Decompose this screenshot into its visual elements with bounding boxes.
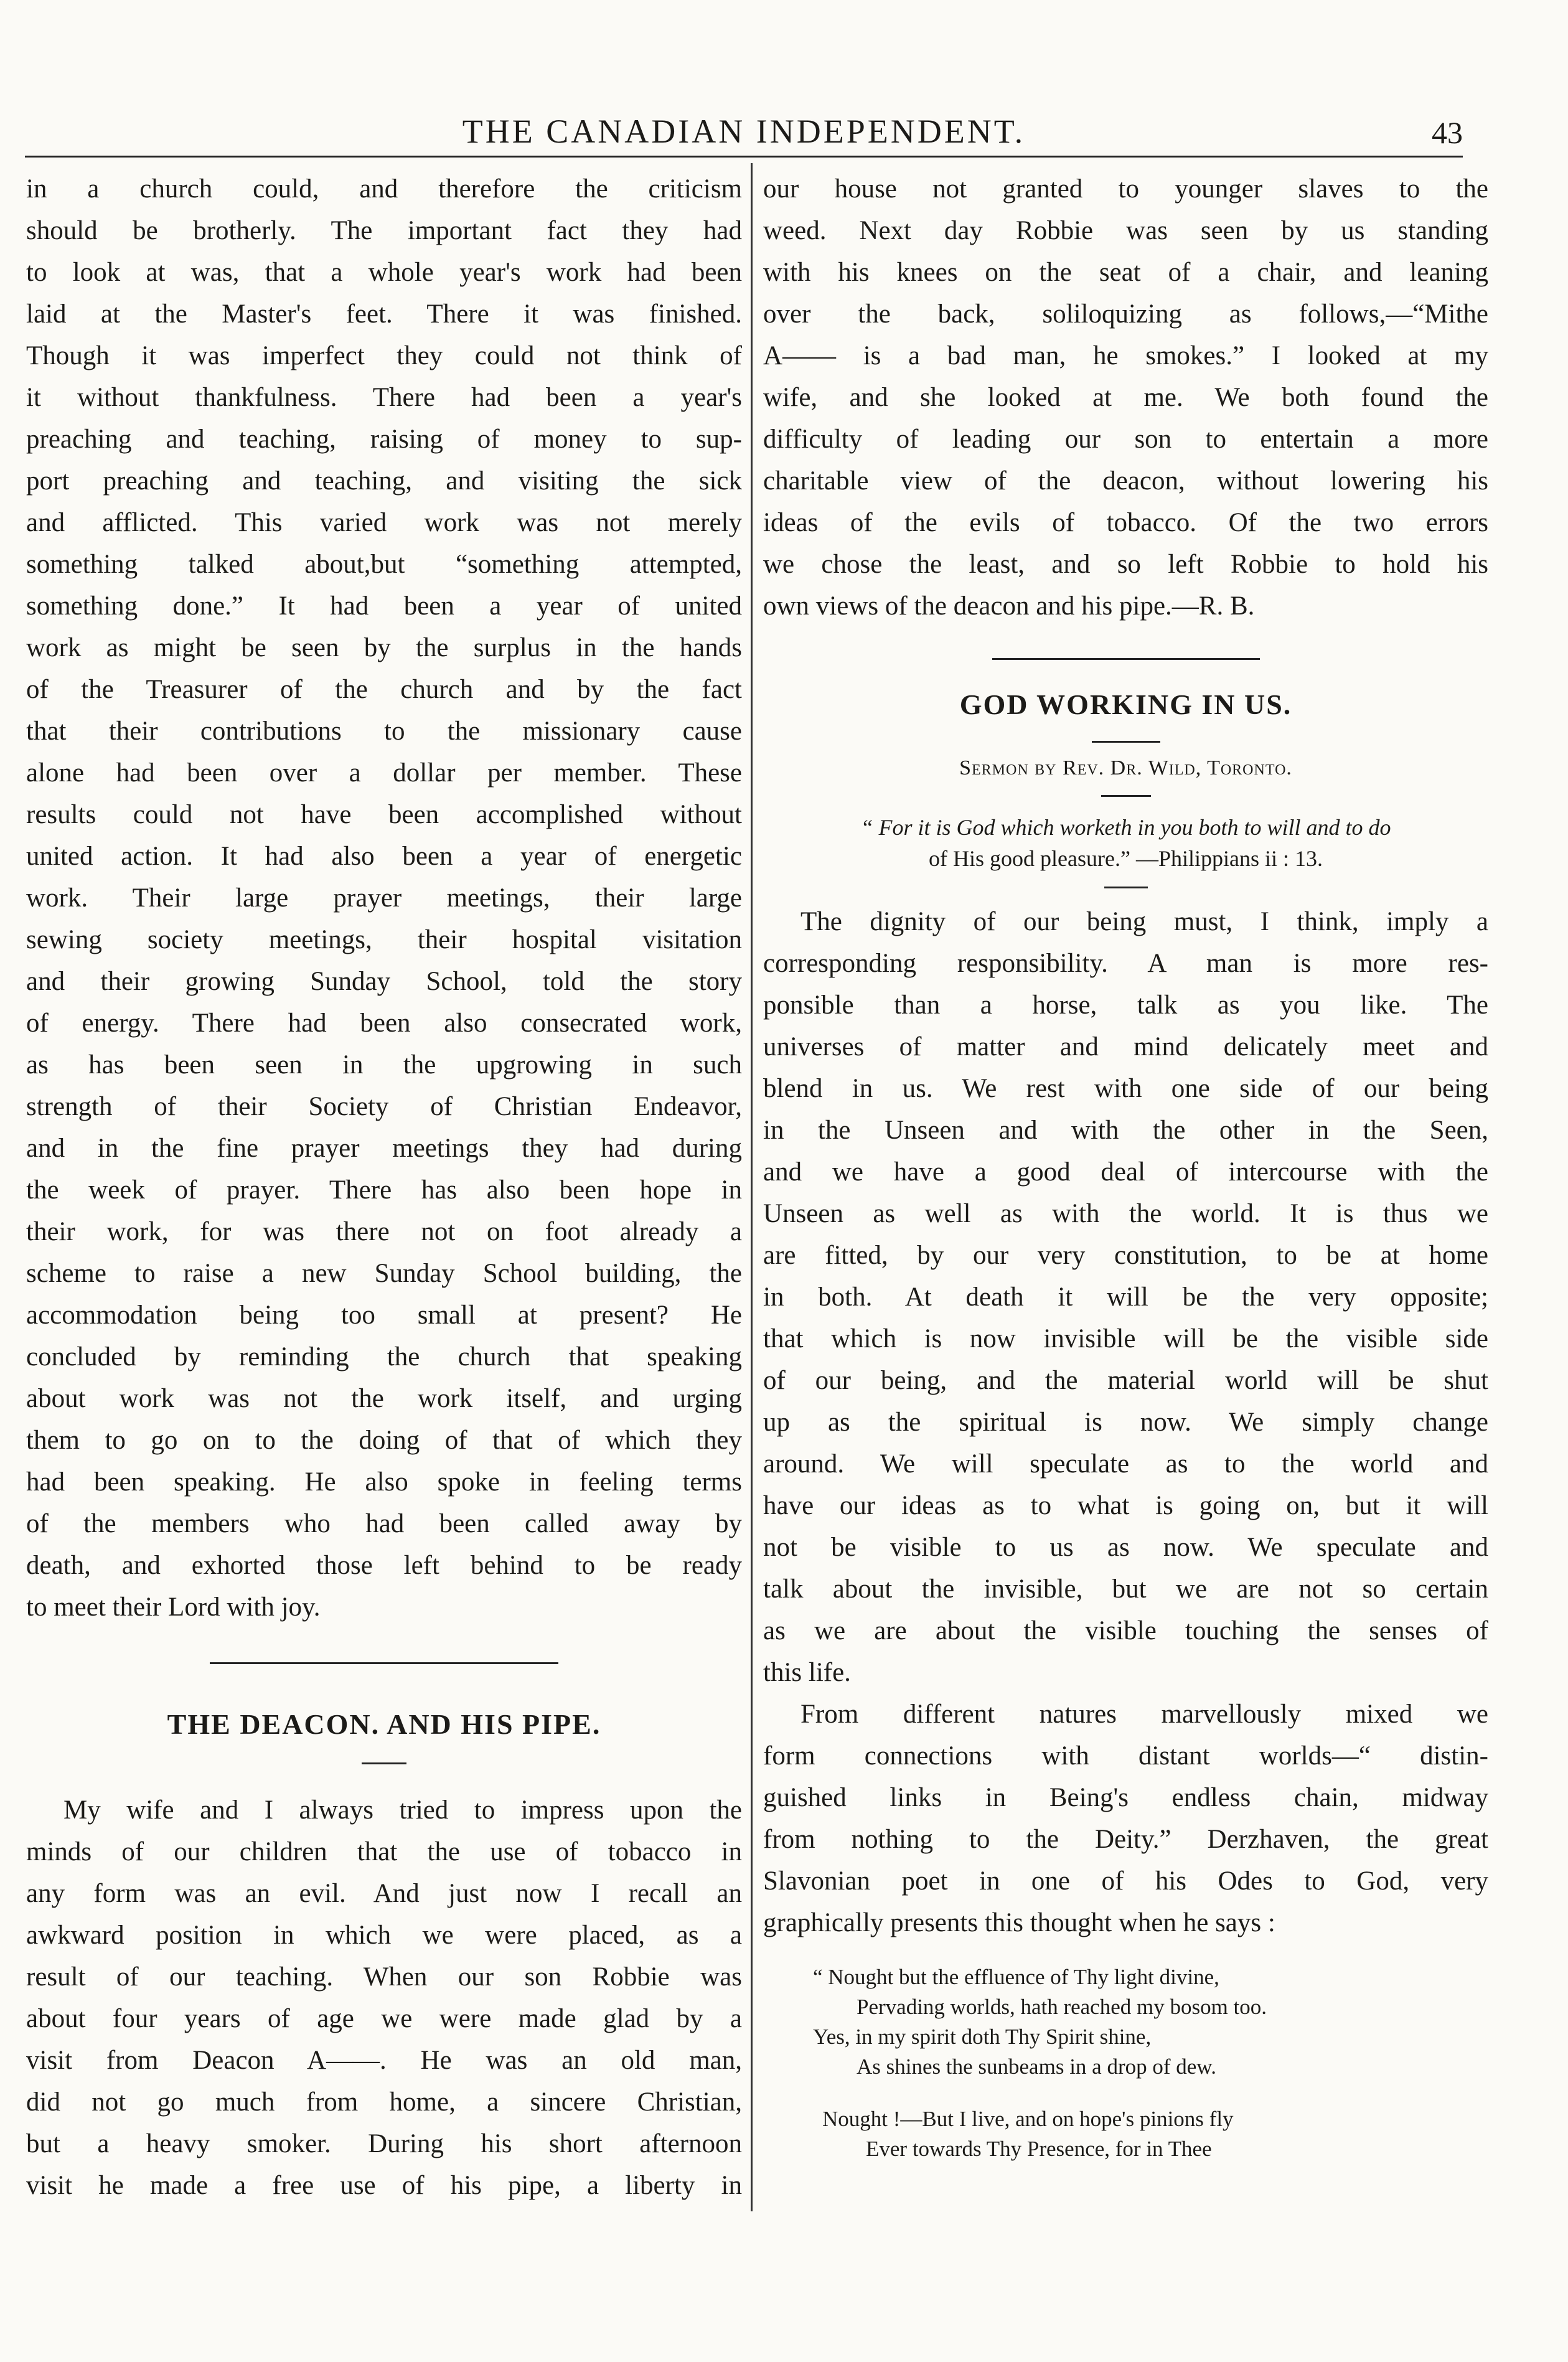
article-line: strength of their Society of Christian Endeavor,: [26, 1092, 742, 1121]
sermon-line: up as the spiritual is now. We simply change: [763, 1408, 1488, 1437]
deacon-line: about four years of age we were made glad by a: [26, 2004, 742, 2033]
article-line: of energy. There had been also consecrated work,: [26, 1009, 742, 1038]
article-line: the week of prayer. There has also been hope in: [26, 1175, 742, 1205]
deacon-line: result of our teaching. When our son Robbie was: [26, 1962, 742, 1992]
article-line: work. Their large prayer meetings, their large: [26, 883, 742, 913]
deacon-line: A—— is a bad man, he smokes.” I looked at my: [763, 341, 1488, 370]
sermon-line: in both. At death it will be the very opposite;: [763, 1282, 1488, 1312]
article-line: united action. It had also been a year of energetic: [26, 842, 742, 871]
article-line: of the Treasurer of the church and by the fact: [26, 675, 742, 704]
article-line: had been speaking. He also spoke in feeling terms: [26, 1467, 742, 1497]
sermon-line: of our being, and the material world will be shut: [763, 1366, 1488, 1395]
deacon-line: our house not granted to younger slaves to the: [763, 174, 1488, 204]
article-line: Though it was imperfect they could not think of: [26, 341, 742, 370]
sermon-line: corresponding responsibility. A man is more res-: [763, 949, 1488, 978]
sermon-line: from nothing to the Deity.” Derzhaven, the great: [763, 1825, 1488, 1854]
sermon-line: have our ideas as to what is going on, but it will: [763, 1491, 1488, 1520]
sermon-line: in the Unseen and with the other in the Seen,: [763, 1116, 1488, 1145]
article-line: that their contributions to the missionary cause: [26, 717, 742, 746]
journal-title: THE CANADIAN INDEPENDENT.: [462, 113, 1026, 150]
sermon-title: GOD WORKING IN US.: [959, 689, 1292, 720]
sermon-line: that which is now invisible will be the visible side: [763, 1324, 1488, 1353]
poem-stanza-1: [763, 1962, 1488, 2082]
article-line: should be brotherly. The important fact they had: [26, 216, 742, 245]
deacon-line: visit he made a free use of his pipe, a liberty in: [26, 2171, 742, 2200]
article-line: alone had been over a dollar per member. These: [26, 758, 742, 788]
deacon-line: difficulty of leading our son to entertain a more: [763, 425, 1488, 454]
sermon-line: talk about the invisible, but we are not so certain: [763, 1574, 1488, 1604]
deacon-line: but a heavy smoker. During his short afternoon: [26, 2129, 742, 2158]
sermon-line: blend in us. We rest with one side of our being: [763, 1074, 1488, 1103]
article-line: death, and exhorted those left behind to be ready: [26, 1551, 742, 1580]
deacon-line: charitable view of the deacon, without lowering his: [763, 466, 1488, 496]
article-line: about work was not the work itself, and urging: [26, 1384, 742, 1413]
article-line: it without thankfulness. There had been a year's: [26, 383, 742, 412]
sermon-paragraph-1: [763, 901, 1488, 1693]
sermon-byline: Sermon by Rev. Dr. Wild, Toronto.: [959, 756, 1292, 779]
sermon-paragraph-2: [763, 1693, 1488, 1944]
continued-article: [26, 168, 742, 1628]
deacon-line: with his knees on the seat of a chair, and leaning: [763, 258, 1488, 287]
article-line: to meet their Lord with joy.: [26, 1593, 321, 1622]
sermon-line: universes of matter and mind delicately meet and: [763, 1032, 1488, 1061]
article-line: as has been seen in the upgrowing in such: [26, 1050, 742, 1080]
left-column: [26, 168, 742, 2206]
deacon-line: minds of our children that the use of tobacco in: [26, 1837, 742, 1866]
deacon-line: weed. Next day Robbie was seen by us standing: [763, 216, 1488, 245]
article-line: preaching and teaching, raising of money to sup-: [26, 425, 742, 454]
epigraph-reference: of His good pleasure.” —Philippians ii : 13.: [929, 846, 1323, 871]
article-line: and in the fine prayer meetings they had during: [26, 1134, 742, 1163]
header-rule: [25, 156, 1463, 158]
sermon-line: ponsible than a horse, talk as you like. The: [763, 990, 1488, 1020]
article-line: laid at the Master's feet. There it was finished.: [26, 299, 742, 329]
article-line: concluded by reminding the church that speaking: [26, 1342, 742, 1372]
poem-line: Yes, in my spirit doth Thy Spirit shine,: [813, 2025, 1152, 2049]
poem-line: Nought !—But I live, and on hope's pinions fly: [822, 2107, 1234, 2131]
sermon-line: guished links in Being's endless chain, midway: [763, 1783, 1488, 1812]
deacon-line: My wife and I always tried to impress upon the: [63, 1795, 742, 1825]
deacon-line: any form was an evil. And just now I recall an: [26, 1879, 742, 1908]
sermon-line: this life.: [763, 1658, 851, 1687]
article-line: results could not have been accomplished without: [26, 800, 742, 829]
deacon-article-title: THE DEACON. AND HIS PIPE.: [167, 1708, 601, 1740]
deacon-article-body: [26, 1789, 742, 2206]
sermon-line: around. We will speculate as to the world and: [763, 1449, 1488, 1479]
poem-line: Ever towards Thy Presence, for in Thee: [866, 2137, 1212, 2161]
article-line: work as might be seen by the surplus in the hands: [26, 633, 742, 662]
sermon-line: Slavonian poet in one of his Odes to God, very: [763, 1866, 1488, 1896]
article-line: in a church could, and therefore the criticism: [26, 174, 742, 204]
sermon-line: form connections with distant worlds—“ distin-: [763, 1741, 1488, 1771]
deacon-line: we chose the least, and so left Robbie to hold his: [763, 550, 1488, 579]
sermon-line: not be visible to us as now. We speculate and: [763, 1533, 1488, 1562]
poem-line: Pervading worlds, hath reached my bosom too.: [857, 1995, 1267, 2019]
epigraph-line: “ For it is God which worketh in you both to will and to do: [860, 815, 1391, 840]
article-line: of the members who had been called away by: [26, 1509, 742, 1538]
article-line: them to go on to the doing of that of which they: [26, 1426, 742, 1455]
page-header: [25, 112, 1463, 162]
poem-line: As shines the sunbeams in a drop of dew.: [857, 2054, 1217, 2079]
sermon-line: Unseen as well as with the world. It is thus we: [763, 1199, 1488, 1228]
article-line: sewing society meetings, their hospital visitation: [26, 925, 742, 954]
sermon-line: The dignity of our being must, I think, imply a: [800, 907, 1488, 936]
article-line: something done.” It had been a year of united: [26, 591, 742, 621]
sermon-line: as we are about the visible touching the senses of: [763, 1616, 1488, 1645]
article-line: accommodation being too small at present? He: [26, 1301, 742, 1330]
article-line: and their growing Sunday School, told the story: [26, 967, 742, 996]
poem-stanza-2: [763, 2104, 1488, 2164]
deacon-line: awkward position in which we were placed, as a: [26, 1921, 742, 1950]
sermon-line: graphically presents this thought when he says :: [763, 1908, 1275, 1937]
sermon-line: are fitted, by our very constitution, to be at home: [763, 1241, 1488, 1270]
sermon-line: and we have a good deal of intercourse with the: [763, 1157, 1488, 1187]
deacon-line: did not go much from home, a sincere Christian,: [26, 2087, 742, 2117]
article-line: to look at was, that a whole year's work had been: [26, 258, 742, 287]
poem-line: “ Nought but the effluence of Thy light divine,: [813, 1965, 1219, 1989]
deacon-line: ideas of the evils of tobacco. Of the two errors: [763, 508, 1488, 537]
right-column: [763, 168, 1488, 2164]
deacon-line: visit from Deacon A——. He was an old man,: [26, 2046, 742, 2075]
sermon-line: From different natures marvellously mixed we: [800, 1700, 1488, 1729]
article-line: scheme to raise a new Sunday School building, the: [26, 1259, 742, 1288]
deacon-line: over the back, soliloquizing as follows,—“Mithe: [763, 299, 1488, 329]
article-line: something talked about,but “something attempted,: [26, 550, 742, 579]
article-line: port preaching and teaching, and visiting the sick: [26, 466, 742, 496]
page-number: 43: [1432, 115, 1463, 150]
deacon-article-continued: [763, 168, 1488, 627]
column-divider: [751, 163, 753, 2211]
deacon-line: wife, and she looked at me. We both found the: [763, 383, 1488, 412]
deacon-line: own views of the deacon and his pipe.—R. B.: [763, 591, 1255, 621]
article-line: their work, for was there not on foot already a: [26, 1217, 742, 1246]
article-line: and afflicted. This varied work was not merely: [26, 508, 742, 537]
